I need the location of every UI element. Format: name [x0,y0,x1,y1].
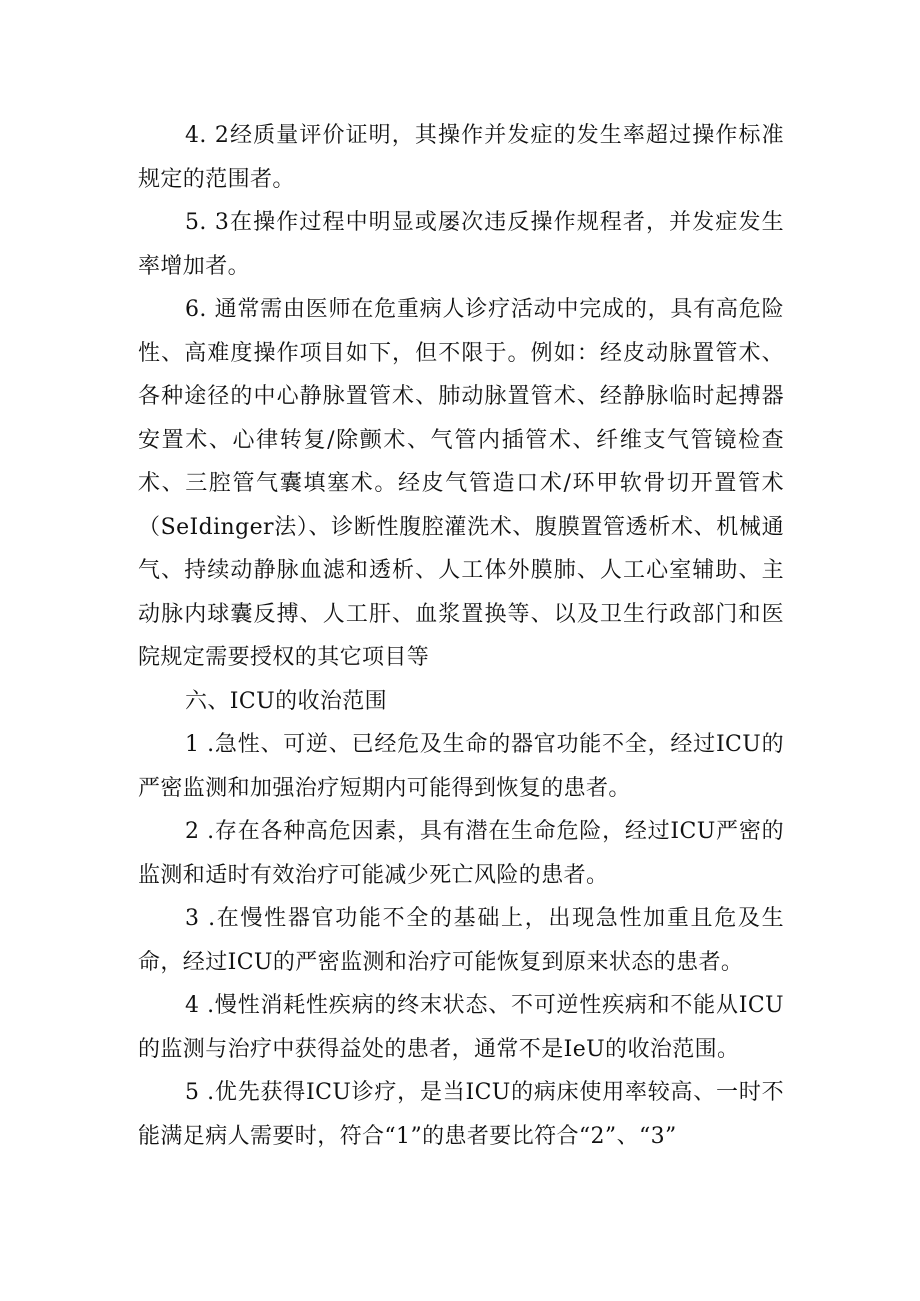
document-page [138,114,784,1158]
section-heading-icu-admission-scope: 六、ICU的收治范围 [185,688,388,714]
paragraph-6-high-risk-procedures: 6. 通常需由医师在危重病人诊疗活动中完成的，具有高危险性、高难度操作项目如下，但不限于。例如：经皮动脉置管术、各种途径的中心静脉置管术、肺动脉置管术、经静脉临时起搏器安置术、心律转复/除颤术、气管内插管术、纤维支气管镜检查术、三腔管气囊填塞术。经皮气管造口术/环甲软骨切开置管术（SeIdinger法）、诊断性腹腔灌洗术、腹膜置管透析术、机械通气、持续动静脉血滤和透析、人工体外膜肺、人工心室辅助、主动脉内球囊反搏、人工肝、血浆置换等、以及卫生行政部门和医院规定需要授权的其它项目等 [138,297,784,670]
list-item-5: 5 .优先获得ICU诊疗，是当ICU的病床使用率较高、一时不能满足病人需要时，符合“1”的患者要比符合“2”、“3” [138,1080,784,1149]
paragraph-4-2: 4. 2经质量评价证明，其操作并发症的发生率超过操作标准规定的范围者。 [138,123,784,192]
list-item-2: 2 .存在各种高危因素，具有潜在生命危险，经过ICU严密的监测和适时有效治疗可能减少死亡风险的患者。 [138,819,784,888]
list-item-3: 3 .在慢性器官功能不全的基础上，出现急性加重且危及生命，经过ICU的严密监测和治疗可能恢复到原来状态的患者。 [138,906,784,975]
list-item-4: 4 .慢性消耗性疾病的终末状态、不可逆性疾病和不能从ICU的监测与治疗中获得益处的患者，通常不是IeU的收治范围。 [138,993,784,1062]
list-item-1: 1 .急性、可逆、已经危及生命的器官功能不全，经过ICU的严密监测和加强治疗短期内可能得到恢复的患者。 [138,732,784,801]
paragraph-5-3: 5. 3在操作过程中明显或屡次违反操作规程者，并发症发生率增加者。 [138,210,784,279]
